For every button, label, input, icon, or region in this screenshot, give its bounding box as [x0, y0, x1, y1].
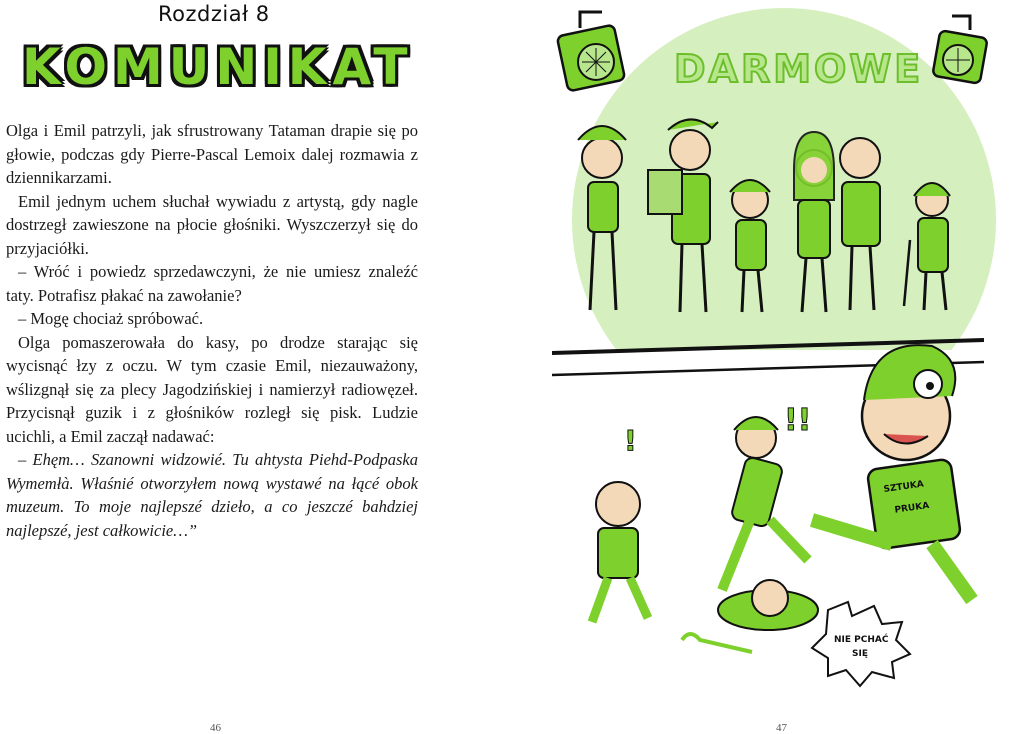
- speech-text-line-1: NIE PCHAĆ: [834, 635, 889, 645]
- body-text: [6, 119, 418, 542]
- paragraph-3: – Wróć i powiedz sprzedawczyni, że nie umiesz znaleźć taty. Potrafisz płakać na zawołanie?: [6, 262, 418, 305]
- fallen-person: [682, 580, 818, 652]
- paragraph-2: Emil jednym uchem słuchał wywiadu z artystą, gdy nagle dostrzegł zawieszone na płocie głośniki. Wyszczerzył się do przyjaciółki.: [6, 191, 418, 258]
- chapter-title: KOMUNIKAT: [22, 38, 414, 96]
- sign-darmowe: DARMOWE: [674, 47, 924, 91]
- shirt-text-pruka: PRUKA: [894, 500, 930, 516]
- page-number-right: 47: [776, 722, 787, 734]
- illustration: [512, 0, 1024, 733]
- paragraph-6: – Ehęm… Szanowni widzowié. Tu ahtysta Piehd-Podpaska Wymemłà. Właśnié otworzyłem nową wystawé na łącé obok muzeum. To moje najlepszé dzieło, a co jeszczé bahdziej najlepszé, jest całkowicie…”: [6, 450, 418, 540]
- loudspeaker-left-icon: [557, 12, 625, 91]
- shirt-text-sztuka: SZTUKA: [883, 479, 925, 496]
- svg-text:!: !: [624, 424, 637, 457]
- paragraph-1: Olga i Emil patrzyli, jak sfrustrowany Tataman drapie się po głowie, podczas gdy Pierre-Pascal Lemoix dalej rozmawia z dziennikarzami.: [6, 121, 418, 187]
- page-number-left: 46: [210, 722, 221, 734]
- loudspeaker-right-icon: [932, 16, 987, 84]
- left-page: [0, 0, 512, 733]
- chapter-label: Rozdział 8: [158, 2, 270, 26]
- paragraph-4: – Mogę chociaż spróbować.: [18, 309, 204, 328]
- speech-bubble: [812, 602, 910, 686]
- right-page: [512, 0, 1024, 733]
- paragraph-5: Olga pomaszerowała do kasy, po drodze starając się wycisnąć łzy z oczu. W tym czasie Emil, niezauważony, wślizgnął się za plecy Jagodzińskiej i namierzył radiowęzeł. Przycisnął guzik i z głośników rozległ się pisk. Ludzie ucichli, a Emil zaczął nadawać:: [6, 332, 418, 446]
- speech-text-line-2: SIĘ: [852, 649, 868, 659]
- svg-text:!!: !!: [784, 403, 812, 438]
